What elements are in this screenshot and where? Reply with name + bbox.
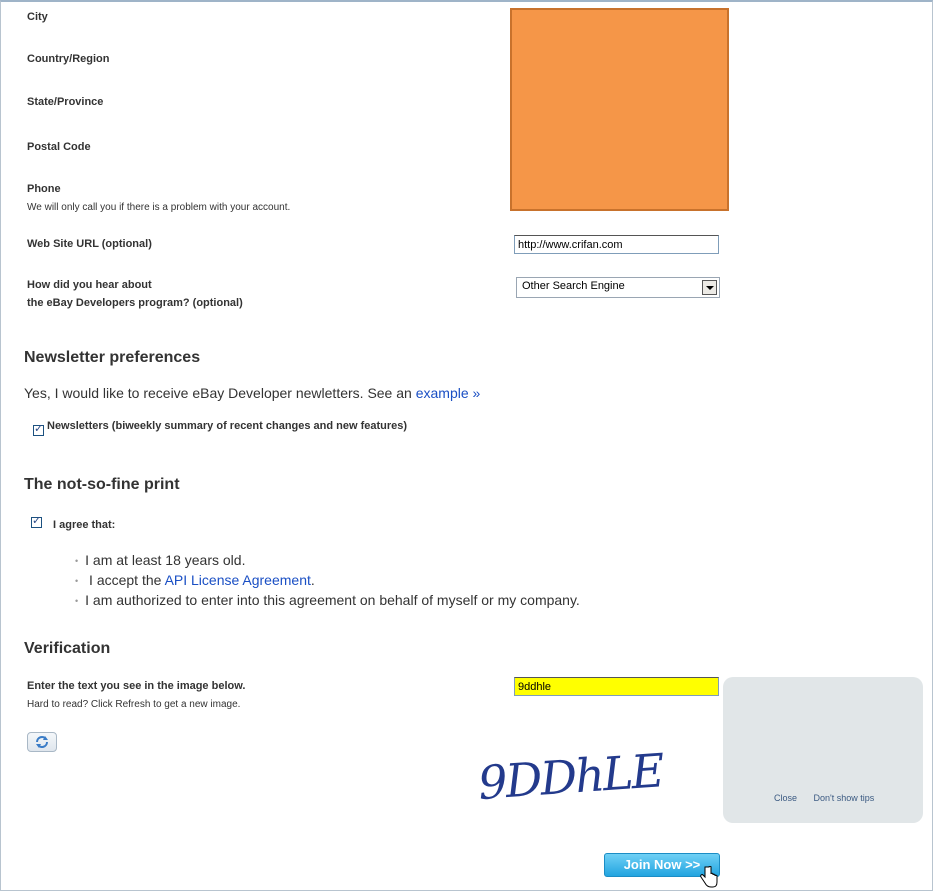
- list-item: [75, 550, 580, 570]
- state-label: State/Province: [27, 96, 104, 108]
- tips-links: [774, 793, 888, 803]
- hear-about-selected-value: Other Search Engine: [522, 280, 625, 292]
- fineprint-heading: The not-so-fine print: [24, 476, 180, 493]
- api-license-link[interactable]: API License Agreement: [164, 572, 311, 588]
- join-now-button[interactable]: Join Now >>: [604, 853, 720, 877]
- chevron-down-icon[interactable]: [702, 280, 717, 295]
- city-label: City: [27, 11, 48, 23]
- phone-label: Phone: [27, 183, 61, 195]
- website-url-input[interactable]: [514, 235, 719, 254]
- newsletter-intro-text: Yes, I would like to receive eBay Developer newletters. See an: [24, 385, 412, 401]
- refresh-captcha-button[interactable]: [27, 732, 57, 752]
- agreement-age: I am at least 18 years old.: [85, 552, 246, 568]
- newsletter-checkbox-label: Newsletters (biweekly summary of recent changes and new features): [47, 420, 408, 432]
- captcha-image: [470, 740, 695, 810]
- country-label: Country/Region: [27, 53, 110, 65]
- captcha-input[interactable]: [514, 677, 719, 696]
- website-label: Web Site URL (optional): [27, 238, 152, 250]
- refresh-icon: [28, 733, 56, 751]
- tips-dont-show-link[interactable]: Don't show tips: [813, 793, 875, 803]
- hand-cursor-icon: [700, 866, 718, 888]
- newsletter-intro: [24, 385, 480, 401]
- hear-about-label-line1: How did you hear about: [27, 279, 152, 291]
- newsletter-heading: Newsletter preferences: [24, 349, 201, 366]
- agreement-period: .: [310, 572, 315, 588]
- tips-close-link[interactable]: Close: [774, 793, 798, 803]
- verification-heading: Verification: [24, 640, 111, 657]
- hear-about-label-line2: the eBay Developers program? (optional): [27, 297, 243, 309]
- agreement-list: [75, 550, 580, 610]
- agree-label: I agree that:: [53, 519, 116, 531]
- list-item: [75, 570, 580, 590]
- redacted-fields-overlay: [510, 8, 729, 211]
- phone-note: We will only call you if there is a problem with your account.: [27, 202, 291, 213]
- postal-code-label: Postal Code: [27, 141, 91, 153]
- captcha-label: Enter the text you see in the image below.: [27, 680, 246, 692]
- captcha-hint: Hard to read? Click Refresh to get a new image.: [27, 699, 241, 710]
- agree-checkbox[interactable]: [31, 517, 42, 528]
- newsletter-checkbox[interactable]: [33, 425, 44, 436]
- hear-about-select[interactable]: [516, 277, 720, 298]
- list-item: [75, 590, 580, 610]
- example-link[interactable]: example »: [415, 385, 481, 401]
- agreement-authorized: I am authorized to enter into this agreement on behalf of myself or my company.: [85, 592, 580, 608]
- captcha-text: 9DDhLE: [476, 743, 665, 810]
- agreement-accept-text: I accept the: [89, 572, 162, 588]
